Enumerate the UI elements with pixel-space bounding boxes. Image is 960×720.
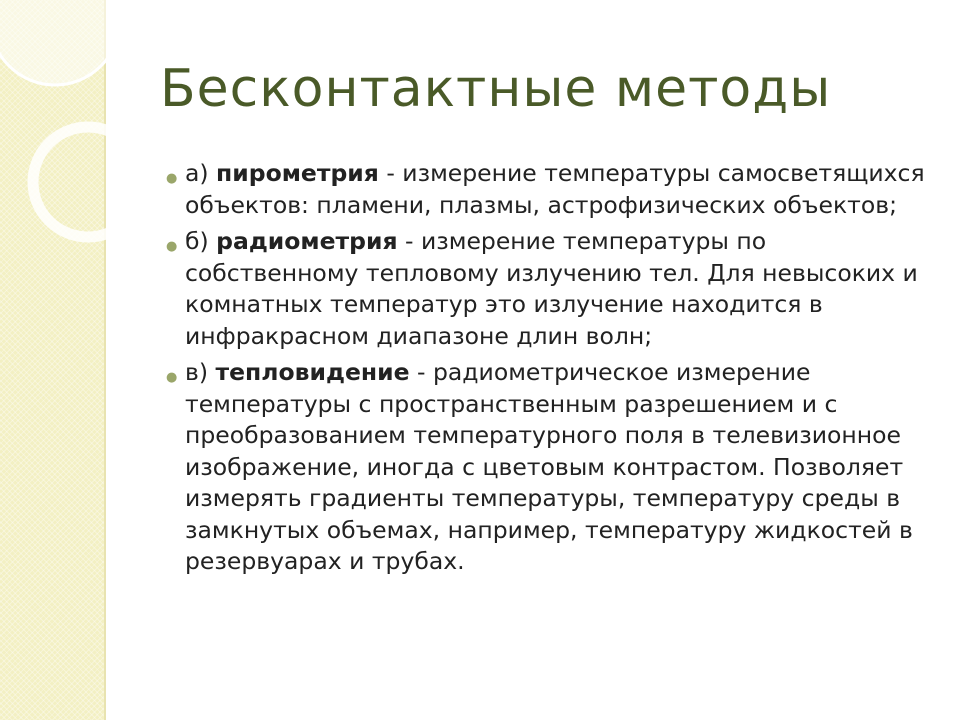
bullet-dot-icon: ● xyxy=(166,370,178,385)
bullet-prefix: в) xyxy=(185,358,216,386)
bullet-text: - радиометрическое измерение температуры с пространственным разрешением и с преобразованием температурного поля в телевизионное изображение, иногда с цветовым контрастом. Позволяет измерять градиенты температуры, температуру среды в замкнутых объемах, например, температуру жидкостей в резервуарах и трубах. xyxy=(185,358,913,575)
bullet-item-pyrometry xyxy=(166,158,926,221)
bullet-text: - измерение температуры по собственному тепловому излучению тел. Для невысоких и комнатных температур это излучение находится в инфракрасном диапазоне длин волн; xyxy=(185,227,918,350)
bullet-term: пирометрия xyxy=(216,159,379,187)
bullet-item-thermal-imaging xyxy=(166,357,926,578)
bullet-dot-icon: ● xyxy=(166,239,178,254)
slide-title: Бесконтактные методы xyxy=(160,59,832,119)
bullet-text: - измерение температуры самосветящихся объектов: пламени, плазмы, астрофизических объектов; xyxy=(185,159,925,219)
bullet-term: тепловидение xyxy=(215,358,410,386)
bullet-dot-icon: ● xyxy=(166,171,178,186)
bullet-prefix: б) xyxy=(185,227,217,255)
bullet-item-radiometry xyxy=(166,226,926,352)
bullet-list xyxy=(166,158,926,583)
bullet-prefix: а) xyxy=(185,159,217,187)
bullet-term: радиометрия xyxy=(216,227,398,255)
decorative-circles xyxy=(0,0,130,260)
